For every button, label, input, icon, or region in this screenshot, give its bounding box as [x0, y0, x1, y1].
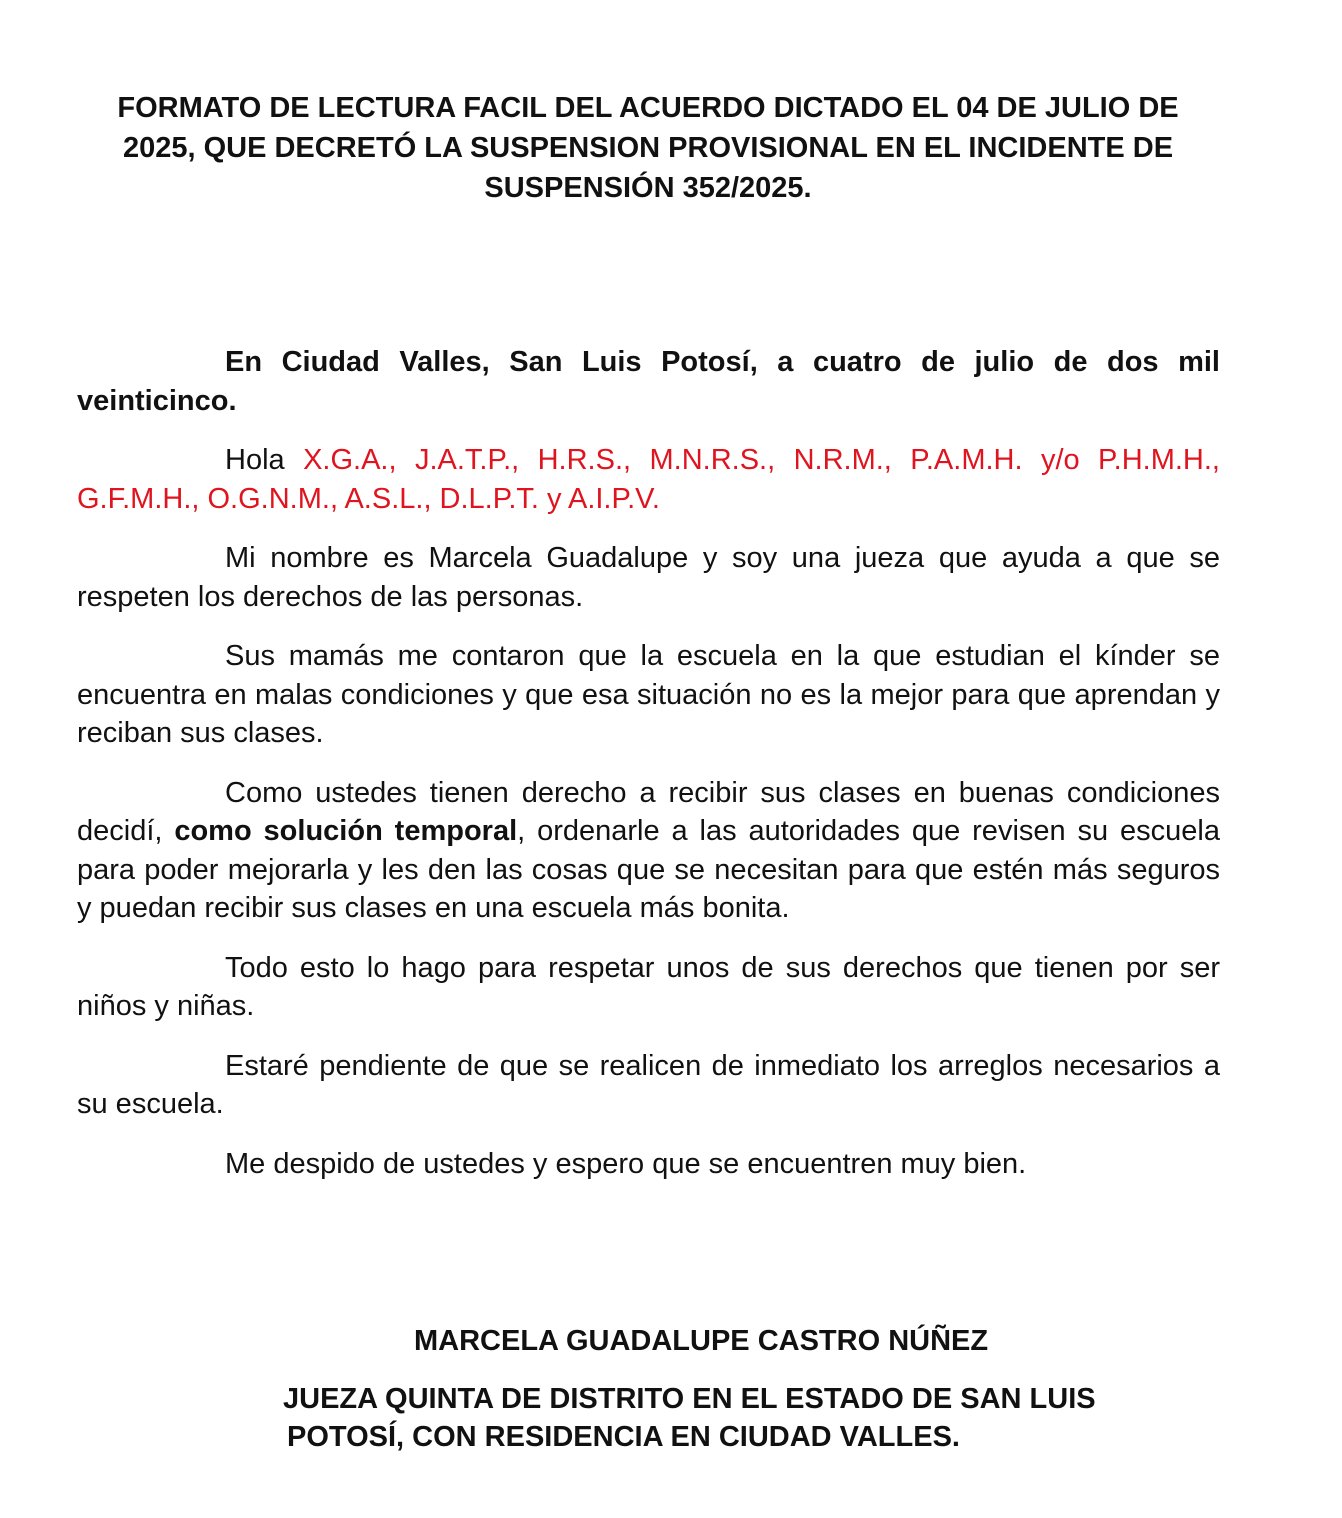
farewell-paragraph: Me despido de ustedes y espero que se encuentren muy bien.: [225, 1147, 1027, 1180]
document-body: [77, 343, 1220, 1204]
decision-emphasis: como solución temporal: [174, 815, 518, 847]
place-date-paragraph: En Ciudad Valles, San Luis Potosí, a cuatro de julio de dos mil veinticinco.: [77, 346, 1220, 417]
greeting-prefix: Hola: [225, 444, 304, 476]
signature-role-line2: POTOSÍ, CON RESIDENCIA EN CIUDAD VALLES.: [287, 1421, 960, 1453]
rights-paragraph: Todo esto lo hago para respetar unos de sus derechos que tienen por ser niños y niñas.: [77, 951, 1220, 1022]
greeting-names: X.G.A., J.A.T.P., H.R.S., M.N.R.S., N.R.M., P.A.M.H. y/o P.H.M.H., G.F.M.H., O.G.N.M., A.S.L., D.L.P.T. y A.I.P.V.: [77, 444, 1220, 515]
intro-paragraph: Mi nombre es Marcela Guadalupe y soy una jueza que ayuda a que se respeten los derechos de las personas.: [77, 542, 1220, 613]
followup-paragraph: Estaré pendiente de que se realicen de inmediato los arreglos necesarios a su escuela.: [77, 1049, 1220, 1120]
decision-paragraph: [77, 774, 1220, 928]
signature-role-line1: JUEZA QUINTA DE DISTRITO EN EL ESTADO DE SAN LUIS: [283, 1383, 1096, 1415]
signature-name: MARCELA GUADALUPE CASTRO NÚÑEZ: [414, 1325, 989, 1357]
greeting-paragraph: [77, 441, 1220, 518]
decision-text-after: , ordenarle a las autoridades que revisen su escuela para poder mejorarla y les den las cosas que se necesitan para que estén más seguros y puedan recibir sus clases en una escuela más bonita.: [77, 815, 1220, 924]
document-title: FORMATO DE LECTURA FACIL DEL ACUERDO DICTADO EL 04 DE JULIO DE 2025, QUE DECRETÓ LA SUSPENSION PROVISIONAL EN EL INCIDENTE DE SUSPENSIÓN 352/2025.: [117, 92, 1179, 204]
context-paragraph: Sus mamás me contaron que la escuela en la que estudian el kínder se encuentra en malas condiciones y que esa situación no es la mejor para que aprendan y reciban sus clases.: [77, 640, 1220, 749]
signature-role: [283, 1380, 1183, 1456]
decision-text-before: Como ustedes tienen derecho a recibir sus clases en buenas condiciones decidí,: [77, 776, 1220, 847]
